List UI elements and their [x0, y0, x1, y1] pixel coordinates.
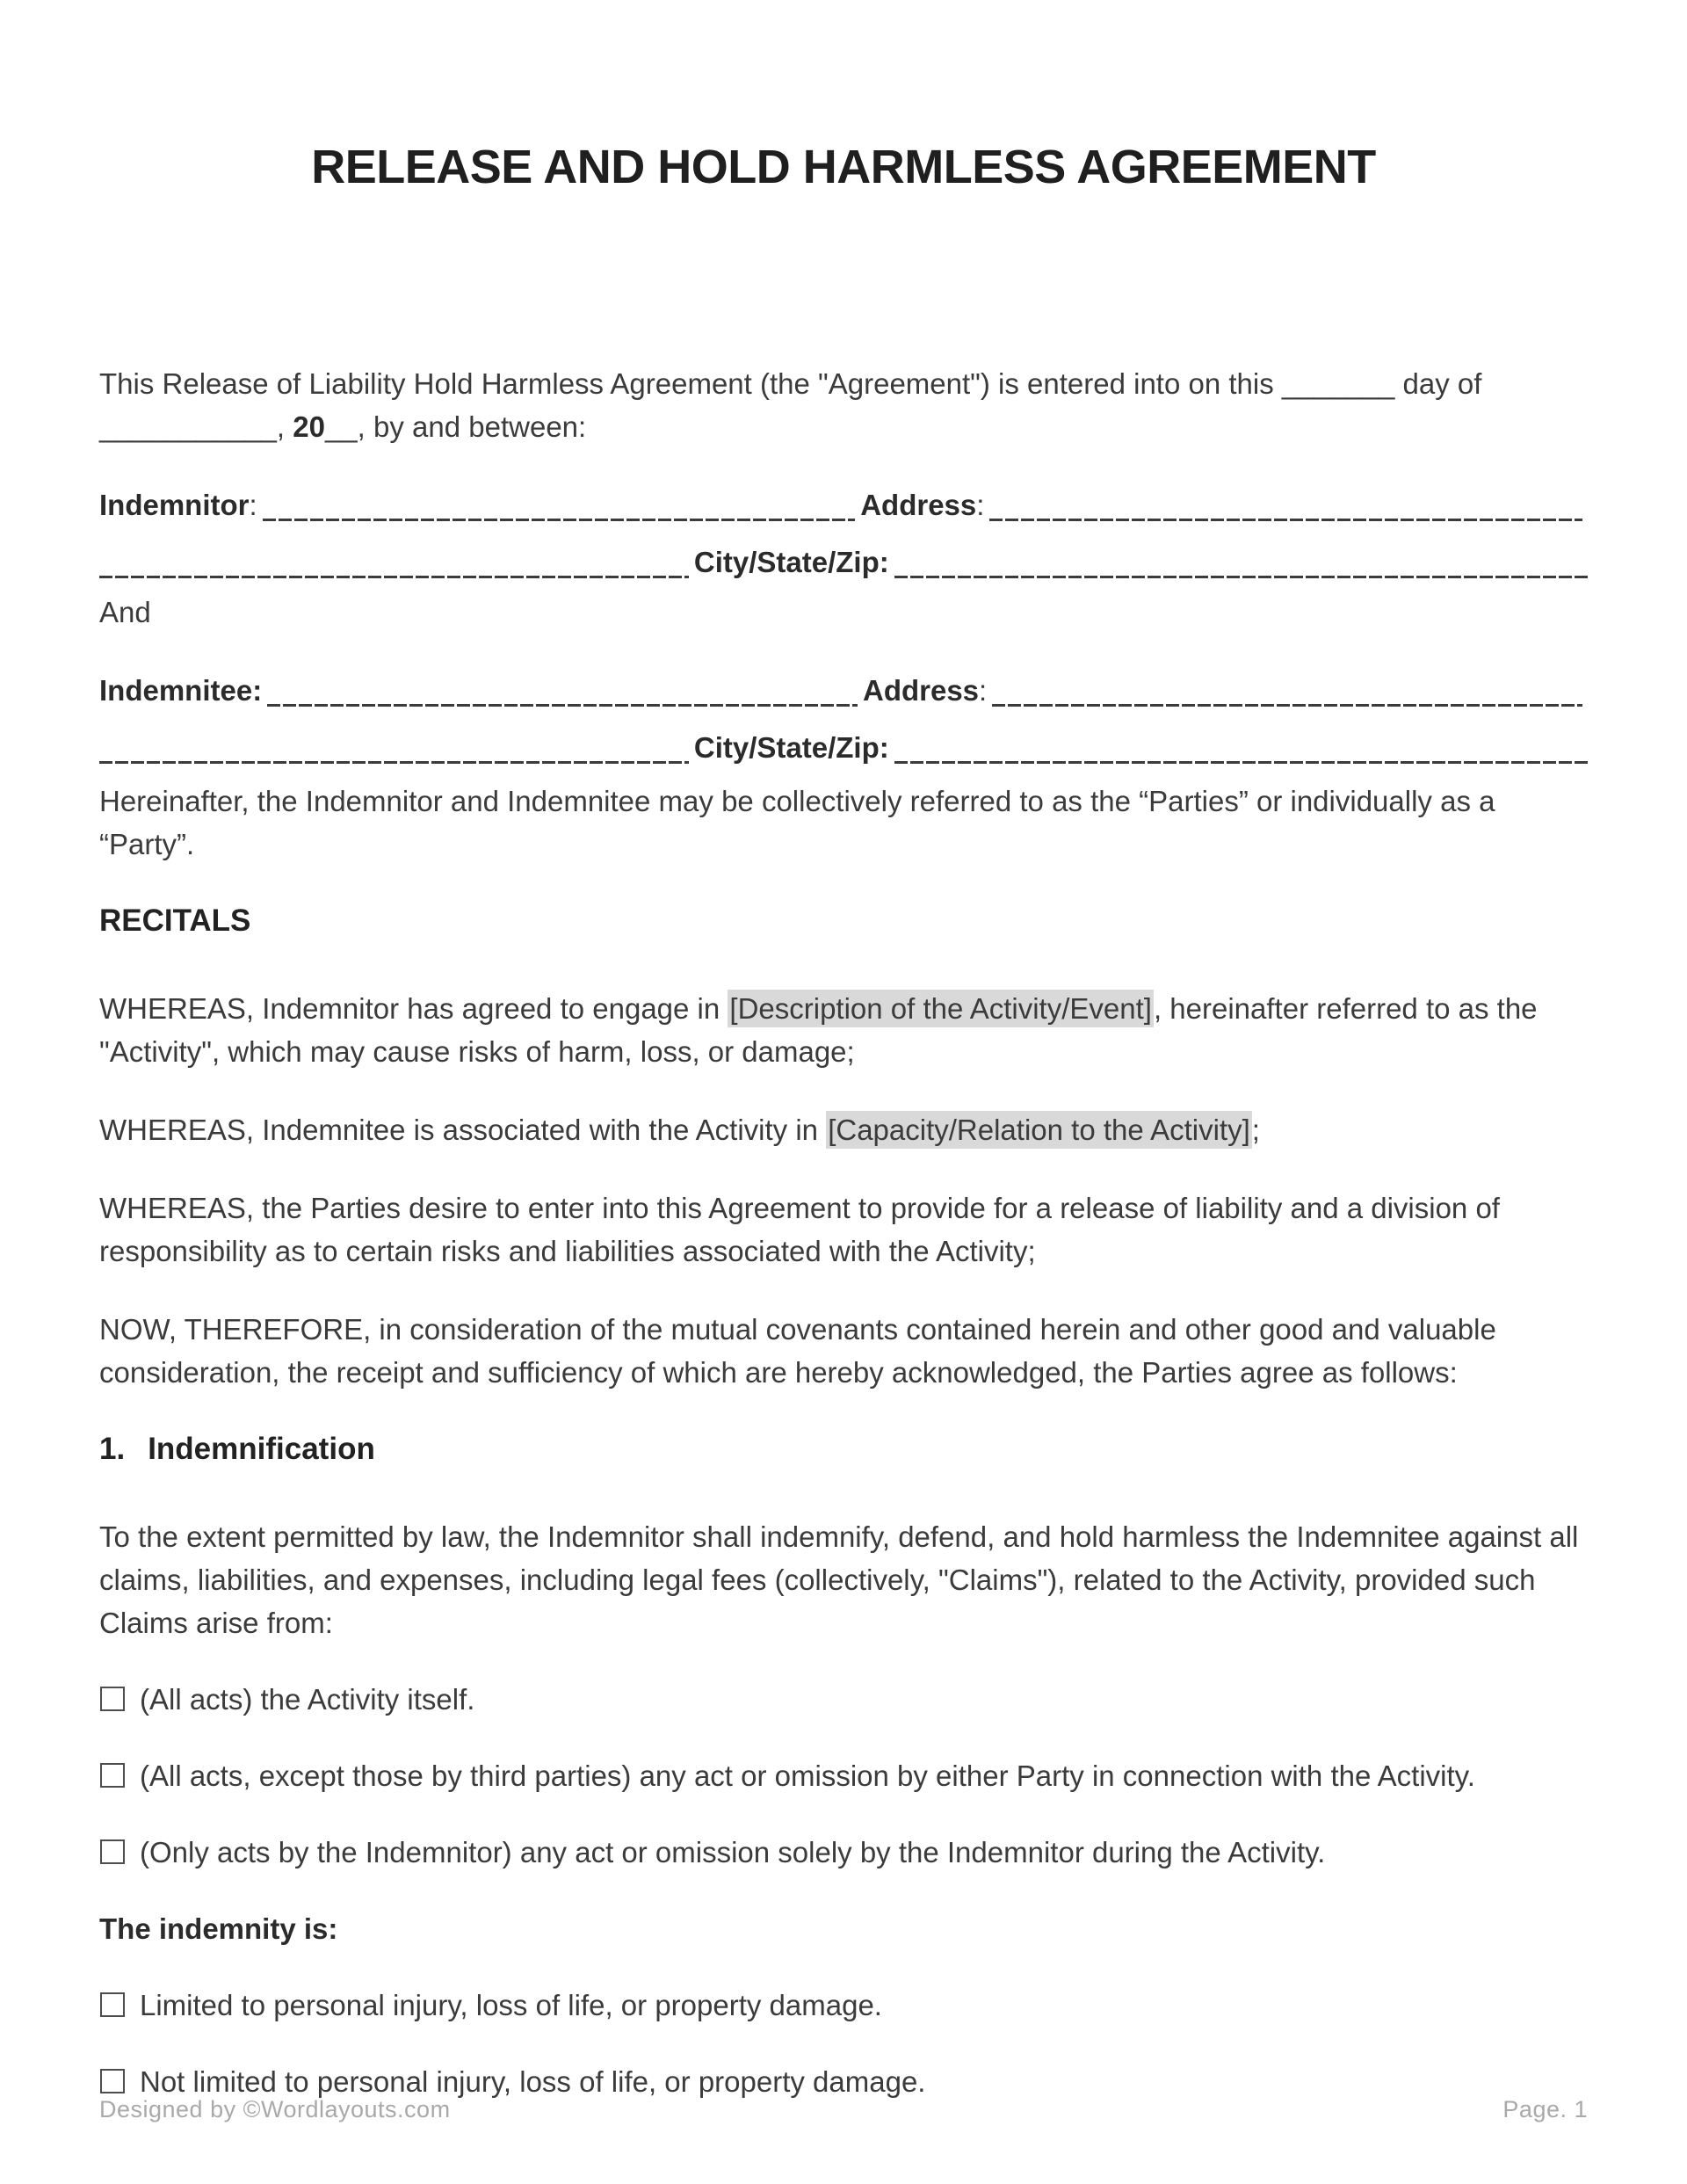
year-blank[interactable]: __	[324, 410, 358, 443]
indemnity-option-label: Limited to personal injury, loss of life, or property damage.	[140, 1989, 882, 2021]
indemnitor-address-blank-2[interactable]	[99, 541, 689, 584]
whereas-2-post: ;	[1251, 1114, 1260, 1146]
intro-text-post: , by and between:	[357, 410, 587, 443]
claims-option-row-2	[99, 1754, 1588, 1797]
indemnitee-name-blank[interactable]	[267, 669, 858, 712]
indemnitor-name-blank[interactable]	[263, 483, 856, 526]
indemnitor-address-blank[interactable]	[989, 483, 1582, 526]
section-1-title: Indemnification	[148, 1432, 375, 1466]
section-1-number: 1.	[99, 1432, 126, 1466]
indemnitee-address-colon: :	[979, 674, 988, 707]
year-prefix: 20	[293, 410, 325, 443]
hereinafter-paragraph: Hereinafter, the Indemnitor and Indemnitee may be collectively referred to as the “Parties” or individually as a “Party”.	[99, 785, 1495, 860]
indemnitee-city-blank[interactable]	[894, 726, 1588, 769]
indemnitee-city-label: City/State/Zip:	[693, 731, 889, 764]
indemnitor-address-colon: :	[976, 489, 985, 521]
checkbox-icon[interactable]	[100, 1687, 125, 1711]
indemnitee-address-blank-2[interactable]	[99, 726, 689, 769]
claims-option-row-3	[99, 1831, 1588, 1874]
indemnity-scope-label: The indemnity is:	[99, 1912, 338, 1945]
indemnitee-address-label: Address	[862, 674, 980, 707]
whereas-1-paragraph	[99, 987, 1588, 1073]
whereas-2-pre: WHEREAS, Indemnitee is associated with the Activity in	[99, 1114, 827, 1146]
activity-description-placeholder[interactable]: [Description of the Activity/Event]	[728, 990, 1154, 1027]
indemnitor-row-2	[99, 541, 1588, 584]
claims-option-label: (All acts) the Activity itself.	[140, 1683, 475, 1716]
checkbox-icon[interactable]	[100, 2069, 125, 2093]
intro-text-pre: This Release of Liability Hold Harmless Agreement (the "Agreement") is entered into on this	[99, 367, 1282, 400]
indemnity-option-row-1	[99, 1984, 1588, 2027]
and-connector: And	[99, 596, 151, 628]
section-1-heading	[99, 1429, 1588, 1469]
intro-text-mid: day of	[1394, 367, 1482, 400]
indemnitor-label: Indemnitor	[99, 489, 250, 521]
indemnitor-city-label: City/State/Zip:	[693, 546, 889, 578]
checkbox-icon[interactable]	[100, 1763, 125, 1788]
checkbox-icon[interactable]	[100, 1839, 125, 1864]
footer-credit: Designed by ©Wordlayouts.com	[99, 2096, 451, 2122]
indemnitor-block	[99, 483, 1588, 584]
claims-option-label: (All acts, except those by third parties) any act or omission by either Party in connection with the Activity.	[140, 1760, 1475, 1792]
intro-comma: ,	[276, 410, 293, 443]
indemnitor-colon: :	[249, 489, 257, 521]
whereas-1-pre: WHEREAS, Indemnitor has agreed to engage in	[99, 992, 728, 1025]
whereas-1-post: , hereinafter referred to as the "Activity", which may cause risks of harm, loss, or damage;	[99, 992, 1538, 1068]
indemnity-option-label: Not limited to personal injury, loss of life, or property damage.	[140, 2065, 926, 2098]
indemnitee-address-blank[interactable]	[992, 669, 1582, 712]
indemnitor-address-label: Address	[860, 489, 977, 521]
recitals-heading: RECITALS	[99, 903, 251, 938]
checkbox-icon[interactable]	[100, 1992, 125, 2017]
whereas-2-paragraph	[99, 1108, 1588, 1151]
indemnitor-city-blank[interactable]	[894, 541, 1588, 584]
day-blank[interactable]: _______	[1281, 367, 1395, 400]
claims-option-label: (Only acts by the Indemnitor) any act or omission solely by the Indemnitor during the Activity.	[140, 1836, 1326, 1868]
month-blank[interactable]: ___________	[99, 410, 277, 443]
page-footer	[99, 2094, 1588, 2124]
indemnitor-row-1	[99, 483, 1588, 526]
whereas-3-paragraph: WHEREAS, the Parties desire to enter into this Agreement to provide for a release of liability and a division of responsibility as to certain risks and liabilities associated with the Activity;	[99, 1192, 1500, 1267]
indemnitee-row-2	[99, 726, 1588, 769]
document-title: RELEASE AND HOLD HARMLESS AGREEMENT	[311, 141, 1376, 193]
now-therefore-paragraph: NOW, THEREFORE, in consideration of the mutual covenants contained herein and other good and valuable consideration, the receipt and sufficiency of which are hereby acknowledged, the Parties agree as follows:	[99, 1313, 1496, 1389]
intro-paragraph	[99, 362, 1588, 448]
indemnification-body-paragraph: To the extent permitted by law, the Indemnitor shall indemnify, defend, and hold harmless the Indemnitee against all claims, liabilities, and expenses, including legal fees (collectively, "Claims"), related to the Activity, provided such Claims arise from:	[99, 1520, 1579, 1639]
capacity-relation-placeholder[interactable]: [Capacity/Relation to the Activity]	[826, 1111, 1252, 1149]
claims-option-row-1	[99, 1678, 1588, 1721]
indemnitee-block	[99, 669, 1588, 769]
indemnitee-row-1	[99, 669, 1588, 712]
indemnitee-label: Indemnitee:	[99, 674, 263, 707]
footer-page-number: Page. 1	[1502, 2096, 1588, 2122]
